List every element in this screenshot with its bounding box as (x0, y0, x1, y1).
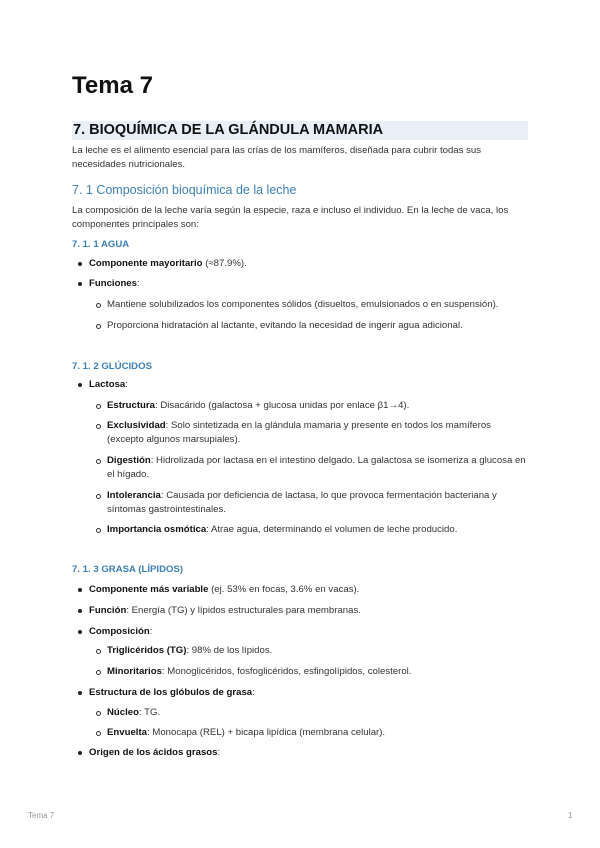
list-item: Origen de los ácidos grasos: (89, 746, 528, 760)
footer-title: Tema 7 (28, 811, 55, 820)
bullet-icon (78, 751, 82, 755)
circle-bullet-icon (96, 670, 101, 675)
circle-bullet-icon (96, 494, 101, 499)
circle-bullet-icon (96, 649, 101, 654)
list-subitem: Núcleo: TG. (107, 706, 528, 720)
circle-bullet-icon (96, 711, 101, 716)
list-item: Componente más variable (ej. 53% en focas, 3.6% en vacas). (89, 583, 528, 597)
heading-agua: 7. 1. 1 AGUA (72, 239, 130, 250)
circle-bullet-icon (96, 404, 101, 409)
list-subitem: Importancia osmótica: Atrae agua, determinando el volumen de leche producido. (107, 523, 528, 537)
circle-bullet-icon (96, 731, 101, 736)
bullet-icon (78, 282, 82, 286)
list-subitem: Envuelta: Monocapa (REL) + bicapa lipídica (membrana celular). (107, 726, 528, 740)
page-number: 1 (568, 811, 573, 820)
list-item: Composición: (89, 625, 528, 639)
heading-glucidos: 7. 1. 2 GLÚCIDOS (72, 361, 152, 372)
bullet-icon (78, 609, 82, 613)
list-item: Función: Energía (TG) y lípidos estructurales para membranas. (89, 604, 528, 618)
circle-bullet-icon (96, 324, 101, 329)
list-subitem: Exclusividad: Solo sintetizada en la glándula mamaria y presente en todos los mamíferos (excepto algunos marsupiales). (107, 419, 528, 447)
composition-paragraph: La composición de la leche varía según la especie, raza e incluso el individuo. En la leche de vaca, los componentes principales son: (72, 205, 509, 230)
list-subitem: Proporciona hidratación al lactante, evitando la necesidad de ingerir agua adicional. (107, 319, 528, 333)
list-item: Funciones: (89, 277, 528, 291)
list-subitem: Minoritarios: Monoglicéridos, fosfoglicéridos, esfingolípidos, colesterol. (107, 665, 528, 679)
list-subitem: Intolerancia: Causada por deficiencia de lactasa, lo que provoca fermentación bacteriana y síntomas gastrointestinales. (107, 489, 528, 517)
circle-bullet-icon (96, 303, 101, 308)
circle-bullet-icon (96, 528, 101, 533)
heading-grasa: 7. 1. 3 GRASA (LÍPIDOS) (72, 564, 184, 575)
list-subitem: Triglicéridos (TG): 98% de los lípidos. (107, 644, 528, 658)
document-title: Tema 7 (72, 72, 153, 99)
bullet-icon (78, 262, 82, 266)
circle-bullet-icon (96, 459, 101, 464)
list-subitem: Mantiene solubilizados los componentes sólidos (disueltos, emulsionados o en suspensión). (107, 298, 528, 312)
list-subitem: Estructura: Disacárido (galactosa + glucosa unidas por enlace β1→4). (107, 399, 528, 413)
bullet-icon (78, 691, 82, 695)
section-title: 7. BIOQUÍMICA DE LA GLÁNDULA MAMARIA (72, 121, 528, 140)
bullet-icon (78, 630, 82, 634)
list-subitem: Digestión: Hidrolizada por lactasa en el intestino delgado. La galactosa se isomeriza a glucosa en el hígado. (107, 454, 528, 482)
circle-bullet-icon (96, 424, 101, 429)
intro-paragraph: La leche es el alimento esencial para las crías de los mamíferos, diseñada para cubrir todas sus necesidades nutricionales. (72, 145, 482, 170)
list-item: Estructura de los glóbulos de grasa: (89, 686, 528, 700)
bullet-icon (78, 383, 82, 387)
subsection-heading-composition: 7. 1 Composición bioquímica de la leche (72, 183, 297, 197)
list-item: Lactosa: (89, 378, 528, 392)
bullet-icon (78, 588, 82, 592)
list-item: Componente mayoritario (≈87.9%). (89, 257, 528, 271)
